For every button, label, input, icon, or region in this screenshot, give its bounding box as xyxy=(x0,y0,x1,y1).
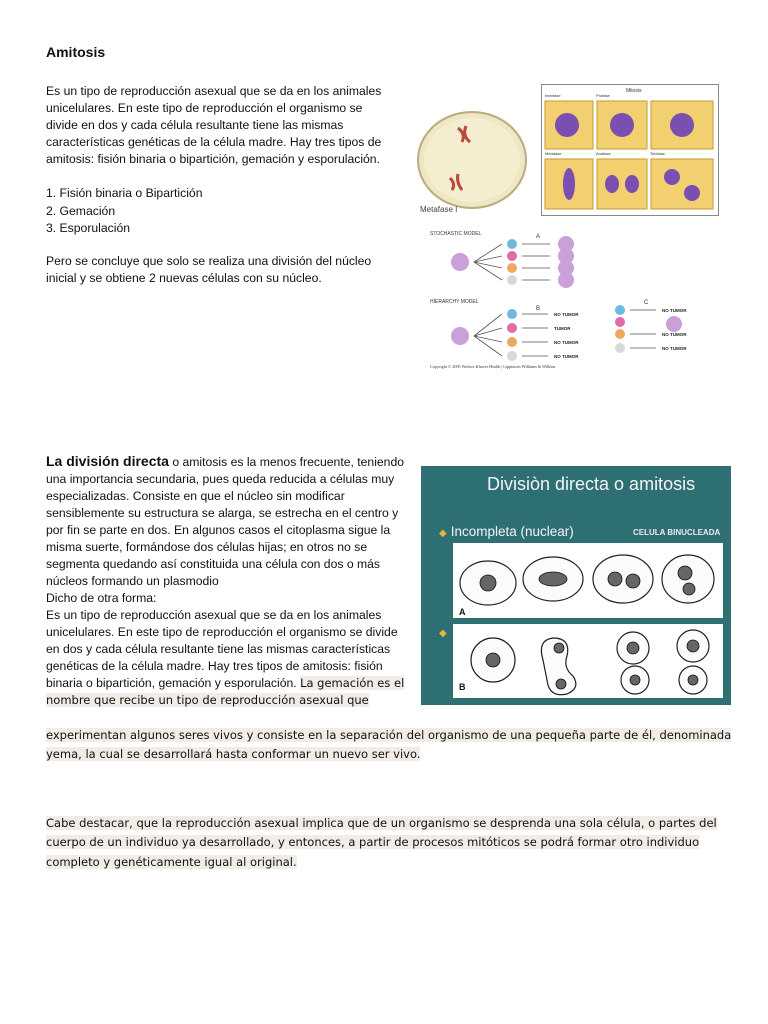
amitosis-repeat: Es un tipo de reproducción asexual que se da en los animales unicelulares. En este tipo de reproducción el organismo se divide en dos y cada célula resultante tiene las mismas características genéticas de la célula madre. Hay tres tipos de amitosis: fisión binaria o bipartición, gemación y esporulación. xyxy=(46,608,398,690)
mitosis-label-telofase: Telofase xyxy=(650,151,665,156)
section-title: Amitosis xyxy=(46,44,106,60)
cell-division-illustration xyxy=(453,624,723,698)
diamond-bullet-icon: ◆ xyxy=(439,628,447,639)
no-tumor-label: NO TUMOR xyxy=(662,308,687,313)
slide-label-a: A xyxy=(459,607,466,617)
marker-b: B xyxy=(536,306,541,312)
nuclear-division-illustration xyxy=(453,543,723,618)
slide-caption: CELULA BINUCLEADA xyxy=(633,528,721,537)
direct-division-paragraph xyxy=(46,453,411,709)
list-item: 3. Esporulación xyxy=(46,221,131,235)
mitosis-label-anafase: Anafase xyxy=(596,151,611,156)
mitosis-label-metafase: Metafase xyxy=(545,151,562,156)
no-tumor-label: NO TUMOR xyxy=(662,332,687,337)
no-tumor-label: NO TUMOR xyxy=(554,354,579,359)
stochastic-label: STOCHASTIC MODEL xyxy=(430,231,482,237)
intro-paragraph: Es un tipo de reproducción asexual que se da en los animales unicelulares. En este tipo de reproducción el organismo se divide en dos y cada célula resultante tiene las mismas características genéticas de la célula madre. Hay tres tipos de amitosis: fisión binaria o bipartición, gemación y esporulación. xyxy=(46,84,382,166)
no-tumor-label: NO TUMOR xyxy=(554,312,579,317)
metaphase-cell-image xyxy=(414,108,532,220)
amitosis-slide xyxy=(421,466,731,705)
said-another-way: Dicho de otra forma: xyxy=(46,591,157,605)
closing-paragraph xyxy=(46,814,736,873)
slide-bullet-text: Incompleta (nuclear) xyxy=(450,524,574,539)
list-item: 1. Fisión binaria o Bipartición xyxy=(46,186,203,200)
slide-title: Divisiòn directa o amitosis xyxy=(487,474,696,494)
hierarchy-label: HIERARCHY MODEL xyxy=(430,299,479,305)
stem-cell-models-diagram xyxy=(418,226,720,372)
mitosis-header: Mitosis xyxy=(626,88,642,94)
mitosis-label-profase: Profase xyxy=(596,93,610,98)
mitosis-diagram xyxy=(541,84,719,216)
closing-text: Cabe destacar, que la reproducción asexual implica que de un organismo se desprenda una sola célula, o partes del cuerpo de un individuo ya desarrollado, y entonces, a partir de procesos mitóticos se podrá formar otro individuo completo y genéticamente igual al original. xyxy=(46,815,717,869)
diamond-bullet-icon: ◆ xyxy=(439,528,447,539)
slide-bullet xyxy=(439,524,574,539)
no-tumor-label: NO TUMOR xyxy=(554,340,579,345)
conclusion-paragraph: Pero se concluye que solo se realiza una división del núcleo inicial y se obtiene 2 nuevas células con su núcleo. xyxy=(46,254,372,285)
cell-caption: Metafase I xyxy=(420,205,458,214)
direct-division-body: o amitosis es la menos frecuente, teniendo una importancia secundaria, pues queda reducida a células muy especializadas. Consiste en que el núcleo sin modificar sensiblemente su estructura se alarga, se estrecha en el centro y por fin se parte en dos. En algunos casos el citoplasma sigue la misma suerte, formándose dos células hijas; en otros no se segmenta quedando así constituida una célula con dos o más núcleos formando un plasmodio xyxy=(46,455,405,588)
marker-a: A xyxy=(536,234,541,240)
slide-label-b: B xyxy=(459,682,466,692)
mitosis-label-interfase: Interfase xyxy=(545,93,561,98)
amitosis-types-list xyxy=(46,185,203,238)
budding-intro: La gemación es el nombre que recibe un tipo de reproducción asexual que xyxy=(46,676,405,707)
copyright-caption: Copyright © 2005 Wolters Kluwer Health | Lippincott Williams & Wilkins xyxy=(430,364,556,369)
tumor-label: TUMOR xyxy=(554,326,571,331)
budding-text: experimentan algunos seres vivos y consiste en la separación del organismo de una pequeña parte de él, denominada yema, la cual se desarrollará hasta conformar un nuevo ser vivo. xyxy=(46,727,732,761)
no-tumor-label: NO TUMOR xyxy=(662,346,687,351)
direct-division-lead: La división directa xyxy=(46,453,169,469)
list-item: 2. Gemación xyxy=(46,203,116,218)
marker-c: C xyxy=(644,300,649,306)
budding-paragraph xyxy=(46,726,736,764)
